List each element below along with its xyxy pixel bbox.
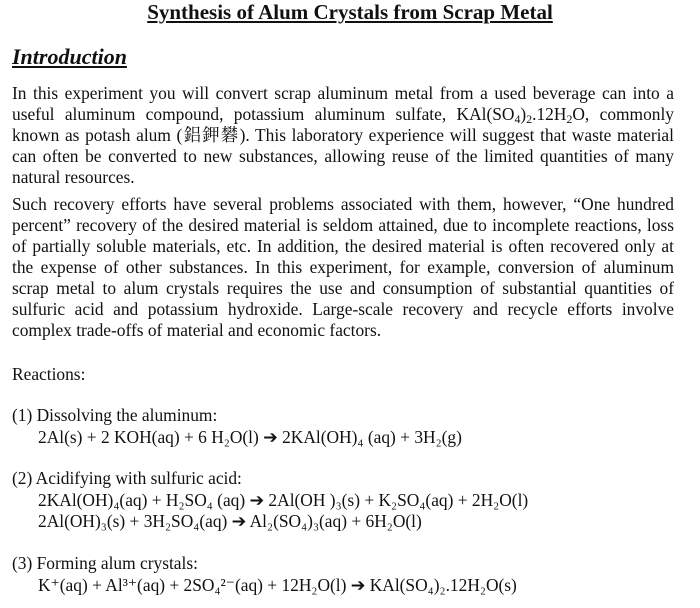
step-3-label: (3) Forming alum crystals: (12, 553, 198, 573)
introduction-paragraph-2: Such recovery efforts have several problems associated with them, however, “One hundred percent” recovery of the desired material is seldom attained, due to incomplete reactions, loss of partially soluble materials, etc. In addition, the desired material is often recovered only at the expense of other substances. In this experiment, for example, conversion of aluminum scrap metal to alum crystals requires the use and consumption of substantial quantities of sulfuric acid and potassium hydroxide. Large-scale recovery and recycle efforts involve complex trade-offs of material and economic factors. (12, 194, 674, 340)
step-1-label: (1) Dissolving the aluminum: (12, 405, 218, 425)
reactions-heading: Reactions: (12, 364, 86, 384)
p1-sub-4: 4 (514, 111, 521, 126)
document-title: Synthesis of Alum Crystals from Scrap Metal (147, 0, 553, 24)
p1-text-c: .12H (532, 104, 567, 124)
p1-sub-2b: 2 (566, 111, 573, 126)
p1-text-a: In this experiment you will convert scrap aluminum metal from a used beverage can into a useful aluminum compound, potassium aluminum sulfate, KAl(SO (12, 83, 674, 124)
step-3-equation-1: K⁺(aq) + Al³⁺(aq) + 2SO₄²⁻(aq) + 12H₂O(l) ➔ KAl(SO₄)₂.12H₂O(s) (38, 575, 517, 595)
introduction-heading: Introduction (12, 44, 127, 69)
p1-text-b: ) (520, 104, 527, 124)
p1-text-d: O, commonly known as potash alum (鋁鉀礬). This laboratory experience will suggest that waste material can often be converted to new substances, allowing reuse of the limited quantities of many natural resources. (12, 104, 674, 187)
step-2-equation-2: 2Al(OH)₃(s) + 3H₂SO₄(aq) ➔ Al₂(SO₄)₃(aq) + 6H₂O(l) (38, 511, 422, 531)
introduction-paragraph-1 (12, 83, 674, 188)
p1-sub-2a: 2 (526, 111, 533, 126)
step-2-equation-1: 2KAl(OH)₄(aq) + H₂SO₄ (aq) ➔ 2Al(OH )₃(s) + K₂SO₄(aq) + 2H₂O(l) (38, 490, 529, 510)
step-2-label: (2) Acidifying with sulfuric acid: (12, 468, 242, 488)
step-1-equation-1: 2Al(s) + 2 KOH(aq) + 6 H₂O(l) ➔ 2KAl(OH)₄ (aq) + 3H₂(g) (38, 427, 462, 447)
